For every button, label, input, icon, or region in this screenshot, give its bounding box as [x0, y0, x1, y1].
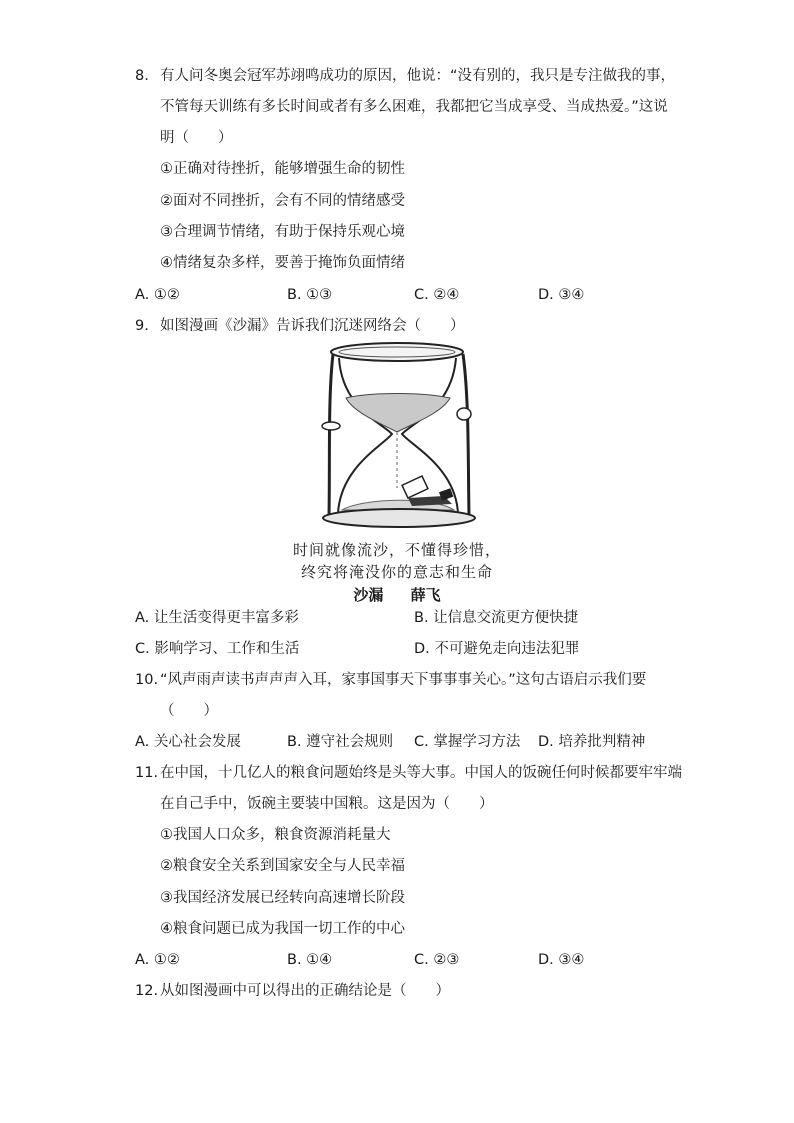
upper-sand	[346, 394, 450, 433]
option-a[interactable]: A. ①②	[135, 287, 180, 303]
option-c[interactable]: C. ②④	[414, 287, 460, 303]
option-b[interactable]: B. ①③	[287, 287, 333, 303]
option-b[interactable]: B. 遵守社会规则	[287, 734, 394, 750]
statement-3: ③合理调节情绪，有助于保持乐观心境	[160, 224, 405, 240]
option-c[interactable]: C. ②③	[414, 952, 460, 968]
cartoon-caption-line-2: 终究将淹没你的意志和生命	[300, 563, 493, 581]
hourglass-base	[323, 509, 475, 527]
option-d[interactable]: D. 不可避免走向违法犯罪	[414, 641, 580, 657]
question-stem-line: “风声雨声读书声声声入耳，家事国事天下事事事关心。”这句古语启示我们要	[160, 672, 647, 688]
option-c[interactable]: C. 掌握学习方法	[414, 734, 521, 750]
statement-2: ②粮食安全关系到国家安全与人民幸福	[160, 858, 405, 874]
option-a[interactable]: A. ①②	[135, 952, 180, 968]
question-stem-line: 不管每天训练有多长时间或者有多么困难，我都把它当成享受、当成热爱。”这说	[160, 99, 668, 115]
hourglass-left-post	[329, 354, 333, 516]
option-b[interactable]: B. 让信息交流更方便快捷	[414, 610, 579, 626]
hourglass-right-post	[463, 354, 469, 516]
statement-4: ④情绪复杂多样，要善于掩饰负面情绪	[160, 255, 405, 271]
question-number: 12.	[135, 983, 159, 999]
question-number: 11.	[135, 765, 159, 781]
statement-3: ③我国经济发展已经转向高速增长阶段	[160, 890, 405, 906]
option-b[interactable]: B. ①④	[287, 952, 333, 968]
person-with-computer	[402, 476, 453, 506]
left-clip	[322, 422, 340, 430]
statement-4: ④粮食问题已成为我国一切工作的中心	[160, 921, 405, 937]
question-stem-line: （ ）	[160, 703, 218, 719]
cartoon-author: 薛飞	[410, 586, 441, 604]
question-stem-line: 在自己手中，饭碗主要装中国粮。这是因为（ ）	[160, 796, 494, 812]
question-stem-line: 有人问冬奥会冠军苏翊鸣成功的原因，他说：“没有别的，我只是专注做我的事，	[160, 68, 676, 84]
question-stem-line: 从如图漫画中可以得出的正确结论是（ ）	[160, 983, 450, 999]
right-clip	[457, 408, 471, 420]
glass-left-side	[338, 358, 392, 514]
hourglass-top-rim	[331, 343, 463, 361]
option-c[interactable]: C. 影响学习、工作和生活	[135, 641, 300, 657]
option-d[interactable]: D. ③④	[538, 952, 585, 968]
statement-1: ①正确对待挫折，能够增强生命的韧性	[160, 161, 405, 177]
question-number: 8.	[135, 68, 149, 84]
question-stem-line: 明（ ）	[160, 130, 233, 146]
option-d[interactable]: D. 培养批判精神	[538, 734, 646, 750]
question-number: 10.	[135, 672, 159, 688]
question-number: 9.	[135, 318, 149, 334]
option-a[interactable]: A. 关心社会发展	[135, 734, 241, 750]
option-d[interactable]: D. ③④	[538, 287, 585, 303]
statement-1: ①我国人口众多，粮食资源消耗量大	[160, 827, 391, 843]
hourglass-cartoon	[312, 338, 482, 530]
cartoon-caption-line-1: 时间就像流沙，不懂得珍惜，	[292, 541, 501, 559]
cartoon-credit	[0, 584, 794, 606]
option-a[interactable]: A. 让生活变得更丰富多彩	[135, 610, 299, 626]
question-stem-line: 如图漫画《沙漏》告诉我们沉迷网络会（ ）	[160, 318, 465, 334]
question-stem-line: 在中国，十几亿人的粮食问题始终是头等大事。中国人的饭碗任何时候都要牢牢端	[160, 765, 682, 781]
statement-2: ②面对不同挫折，会有不同的情绪感受	[160, 193, 405, 209]
cartoon-title: 沙漏	[353, 586, 384, 604]
